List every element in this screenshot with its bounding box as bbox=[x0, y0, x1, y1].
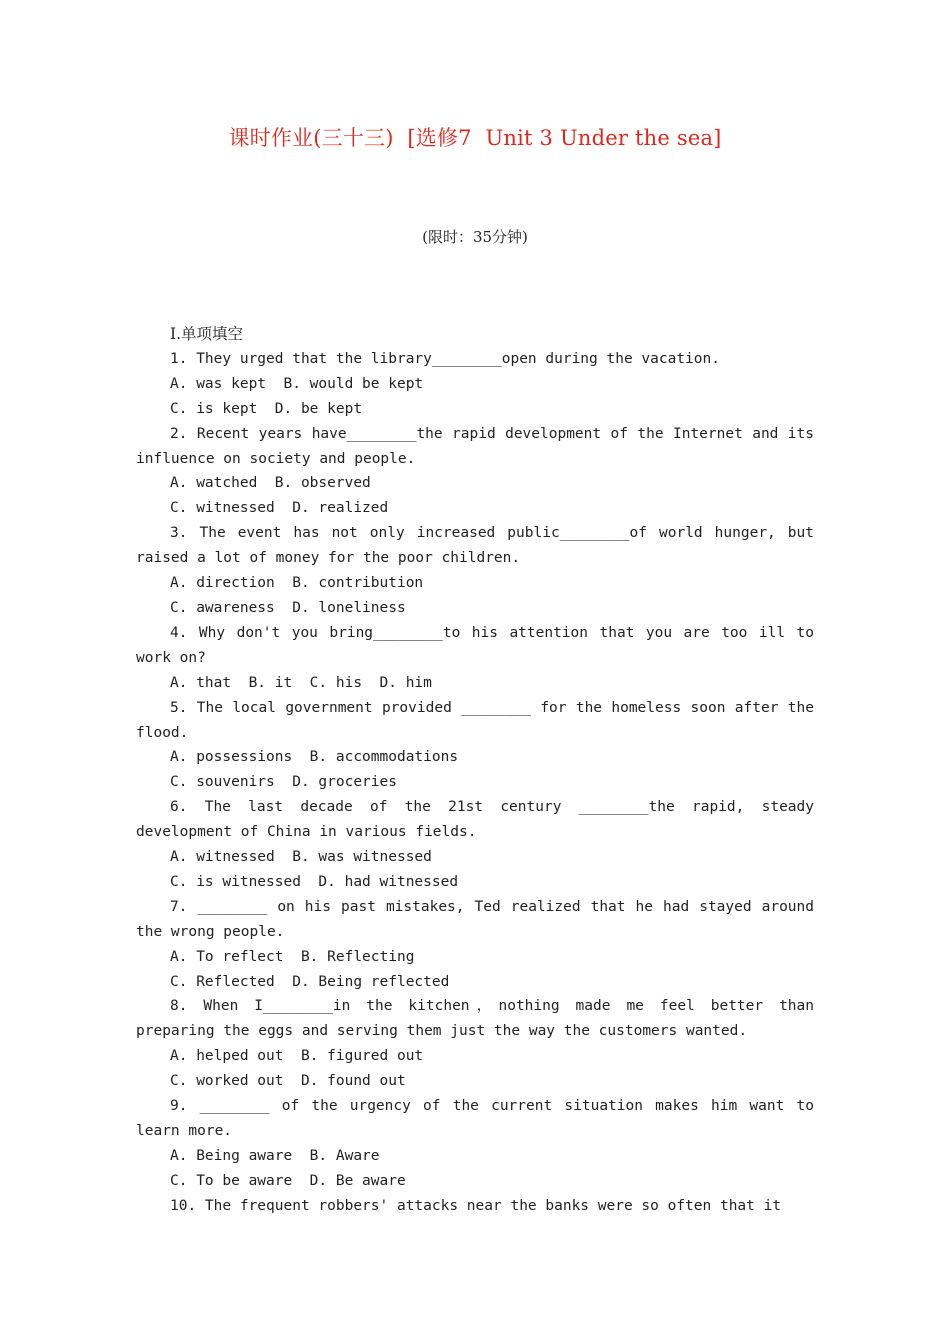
question-item bbox=[136, 422, 814, 522]
answer-options: C. is kept D. be kept bbox=[170, 400, 363, 417]
answer-options: C. is witnessed D. had witnessed bbox=[170, 873, 459, 890]
question-item bbox=[136, 696, 814, 796]
question-stem: 3. The event has not only increased public________of world hunger, but raised a lot of money for the poor children. bbox=[136, 525, 814, 567]
answer-options: C. worked out D. found out bbox=[170, 1073, 406, 1090]
page-title: 课时作业(三十三) [选修7 Unit 3 Under the sea] bbox=[228, 126, 722, 150]
question-stem: 1. They urged that the library________open during the vacation. bbox=[170, 350, 720, 367]
question-item bbox=[136, 795, 814, 895]
question-item bbox=[136, 1094, 814, 1194]
question-stem: 6. The last decade of the 21st century ________the rapid, steady development of China in various fields. bbox=[136, 799, 814, 841]
answer-options: C. Reflected D. Being reflected bbox=[170, 973, 450, 990]
answer-options: A. helped out B. figured out bbox=[170, 1048, 424, 1065]
question-stem: 8. When I________in the kitchen，nothing made me feel better than preparing the eggs and serving them just the way the customers wanted. bbox=[136, 998, 814, 1040]
question-stem: 10. The frequent robbers' attacks near the banks were so often that it bbox=[170, 1197, 782, 1214]
question-item bbox=[136, 521, 814, 621]
answer-options: A. Being aware B. Aware bbox=[170, 1147, 380, 1164]
answer-options: A. possessions B. accommodations bbox=[170, 749, 459, 766]
question-item bbox=[136, 994, 814, 1094]
answer-options: A. watched B. observed bbox=[170, 475, 371, 492]
question-stem: 4. Why don't you bring________to his attention that you are too ill to work on? bbox=[136, 624, 814, 666]
question-item bbox=[136, 347, 814, 422]
section-heading: Ⅰ.单项填空 bbox=[170, 325, 244, 343]
answer-options: C. awareness D. loneliness bbox=[170, 599, 406, 616]
answer-options: A. that B. it C. his D. him bbox=[170, 674, 432, 691]
answer-options: A. direction B. contribution bbox=[170, 575, 424, 592]
time-limit: (限时：35分钟) bbox=[422, 228, 528, 246]
question-stem: 2. Recent years have________the rapid development of the Internet and its influence on society and people. bbox=[136, 425, 814, 467]
answer-options: A. To reflect B. Reflecting bbox=[170, 948, 415, 965]
answer-options: C. witnessed D. realized bbox=[170, 500, 389, 517]
question-item bbox=[136, 621, 814, 696]
answer-options: A. witnessed B. was witnessed bbox=[170, 849, 432, 866]
question-stem: 9. ________ of the urgency of the current situation makes him want to learn more. bbox=[136, 1098, 814, 1139]
answer-options: A. was kept B. would be kept bbox=[170, 375, 424, 392]
answer-options: C. souvenirs D. groceries bbox=[170, 774, 397, 791]
answer-options: C. To be aware D. Be aware bbox=[170, 1172, 406, 1189]
question-stem: 5. The local government provided ________ for the homeless soon after the flood. bbox=[136, 699, 814, 741]
question-item bbox=[136, 895, 814, 995]
question-stem: 7. ________ on his past mistakes, Ted realized that he had stayed around the wrong people. bbox=[136, 898, 814, 940]
exercise-content bbox=[136, 322, 814, 1219]
question-item bbox=[136, 1194, 814, 1219]
